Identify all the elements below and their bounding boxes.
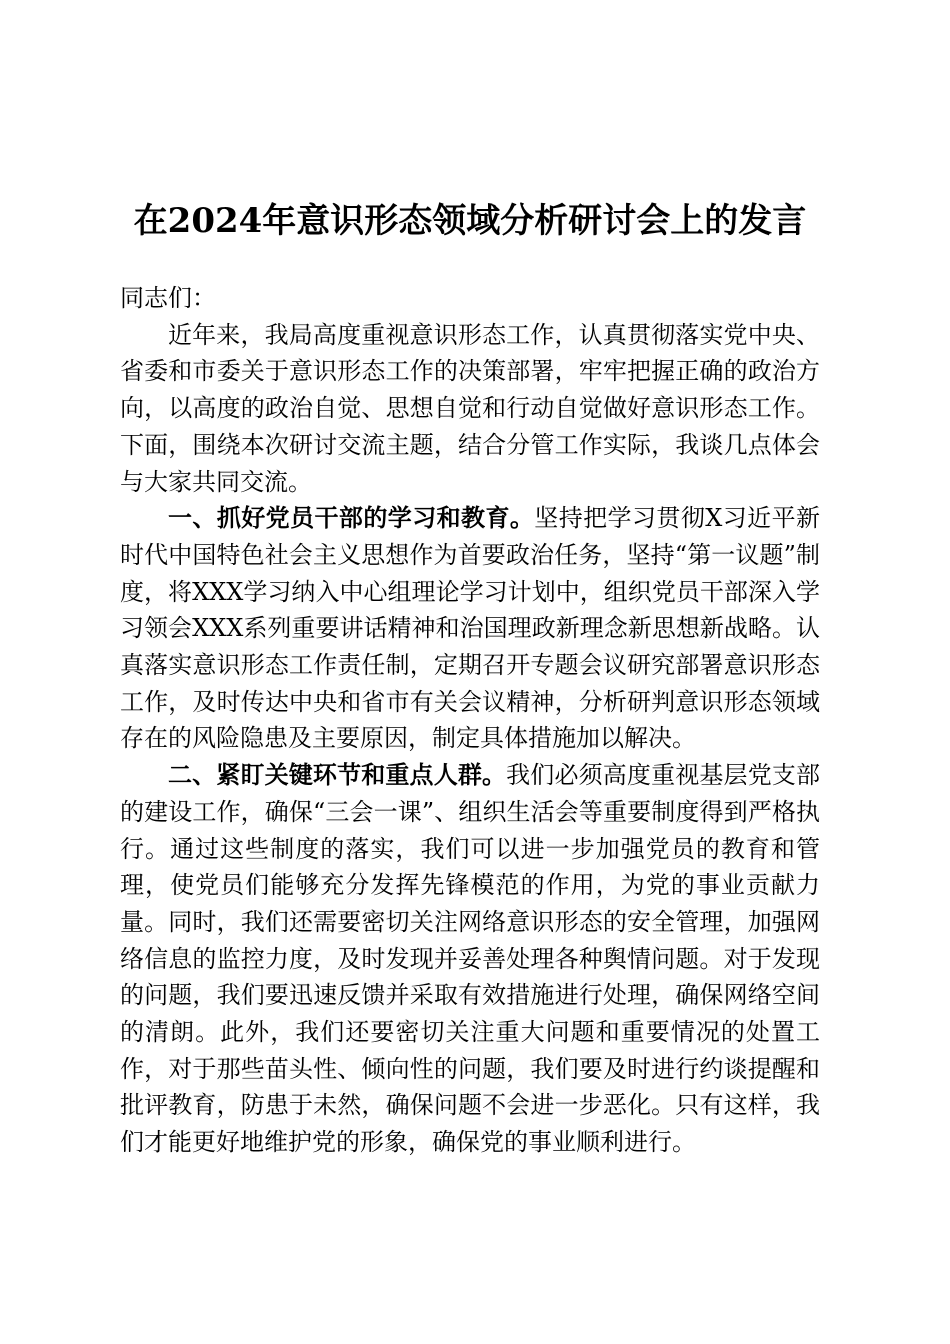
section-2-heading: 二、紧盯关键环节和重点人群。 — [168, 760, 507, 790]
salutation: 同志们： — [120, 284, 216, 312]
paragraph-section-2 — [120, 757, 820, 1161]
paragraph-section-1 — [120, 500, 820, 757]
document-title: 在2024年意识形态领域分析研讨会上的发言 — [133, 201, 807, 241]
paragraph-intro-text: 近年来，我局高度重视意识形态工作，认真贯彻落实党中央、省委和市委关于意识形态工作的决策部署，牢牢把握正确的政治方向，以高度的政治自觉、思想自觉和行动自觉做好意识形态工作。下面，围绕本次研讨交流主题，结合分管工作实际，我谈几点体会与大家共同交流。 — [120, 320, 820, 496]
document-body — [120, 280, 820, 1161]
document-page — [120, 0, 820, 1344]
section-2-text: 我们必须高度重视基层党支部的建设工作，确保“三会一课”、组织生活会等重要制度得到严格执行。通过这些制度的落实，我们可以进一步加强党员的教育和管理，使党员们能够充分发挥先锋模范的作用，为党的事业贡献力量。同时，我们还需要密切关注网络意识形态的安全管理，加强网络信息的监控力度，及时发现并妥善处理各种舆情问题。对于发现的问题，我们要迅速反馈并采取有效措施进行处理，确保网络空间的清朗。此外，我们还要密切关注重大问题和重要情况的处置工作，对于那些苗头性、倾向性的问题，我们要及时进行约谈提醒和批评教育，防患于未然，确保问题不会进一步恶化。只有这样，我们才能更好地维护党的形象，确保党的事业顺利进行。 — [120, 761, 821, 1157]
section-1-heading: 一、抓好党员干部的学习和教育。 — [168, 503, 535, 533]
section-1-text: 坚持把学习贯彻X习近平新时代中国特色社会主义思想作为首要政治任务，坚持“第一议题”制度，将XXX学习纳入中心组理论学习计划中，组织党员干部深入学习领会XXX系列重要讲话精神和治国理政新理念新思想新战略。认真落实意识形态工作责任制，定期召开专题会议研究部署意识形态工作，及时传达中央和省市有关会议精神，分析研判意识形态领域存在的风险隐患及主要原因，制定具体措施加以解决。 — [120, 504, 820, 753]
paragraph-intro — [120, 317, 820, 501]
